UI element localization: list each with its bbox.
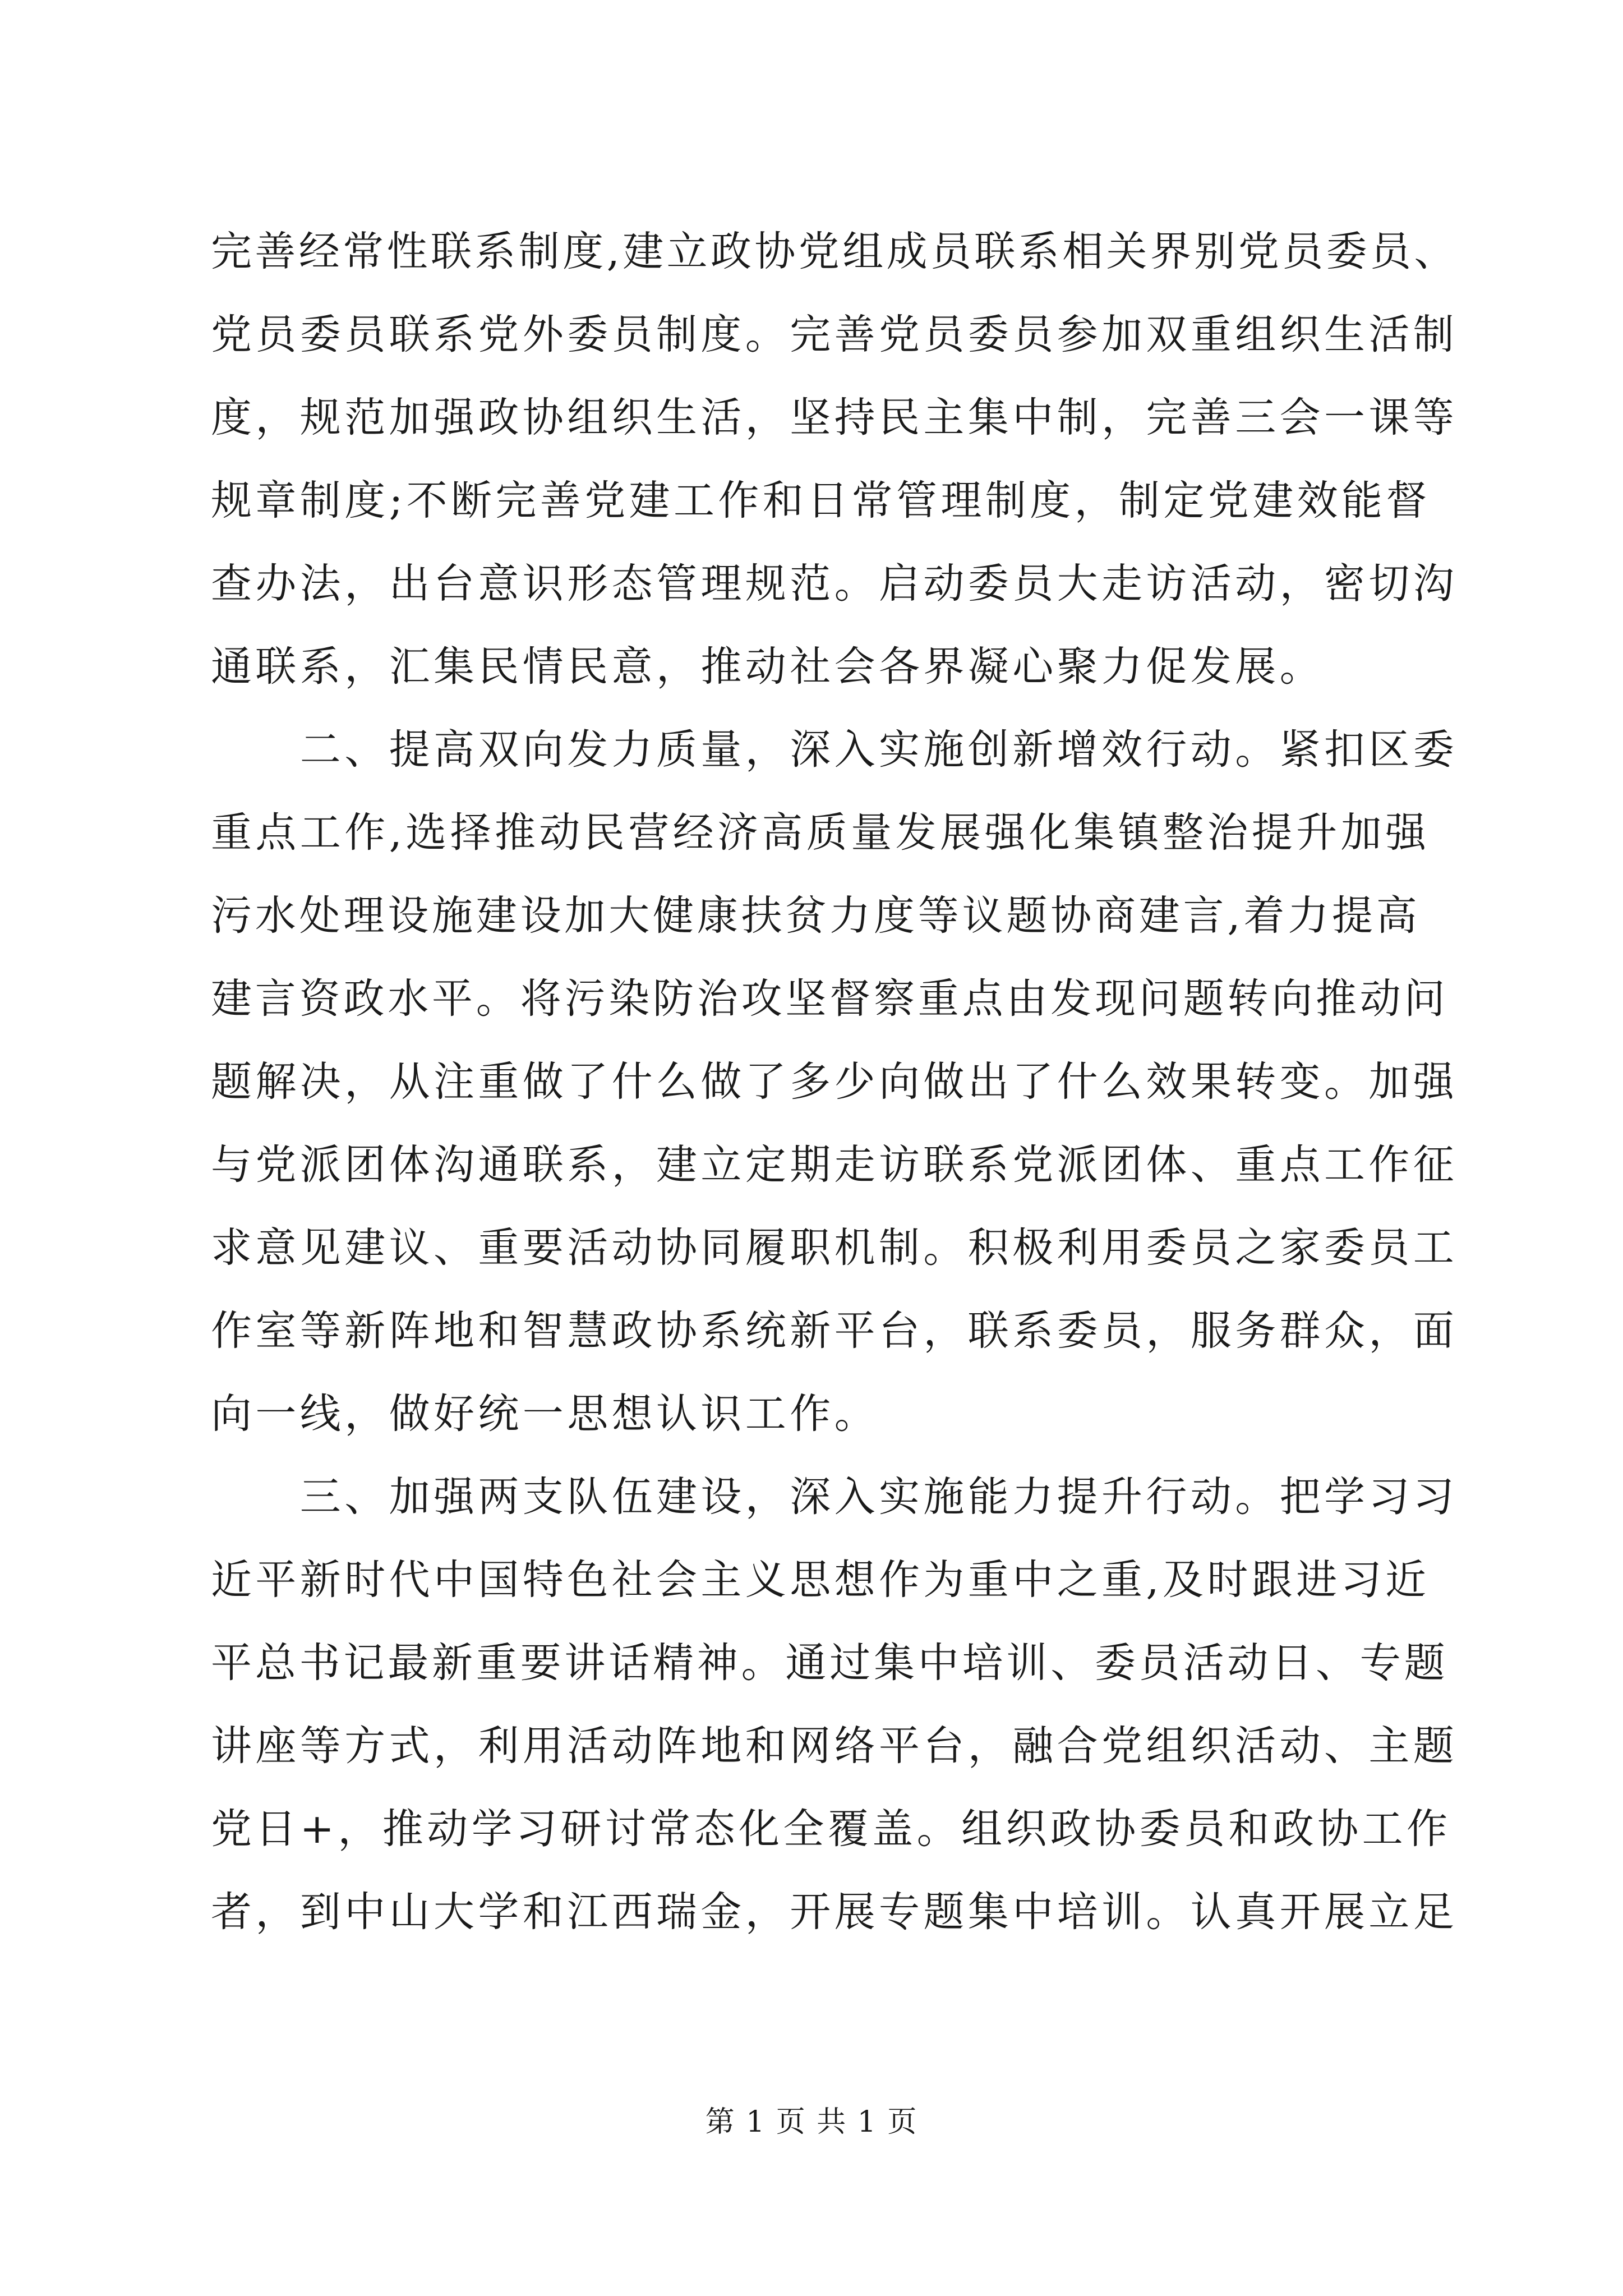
body-line-11: 题解决，从注重做了什么做了多少向做出了什么效果转变。加强	[211, 1058, 1458, 1106]
body-line-2: 党员委员联系党外委员制度。完善党员委员参加双重组织生活制	[211, 311, 1458, 358]
body-line-9: 污水处理设施建设加大健康扶贫力度等议题协商建言,着力提高	[211, 892, 1421, 940]
page-footer: 第 1 页 共 1 页	[705, 2105, 918, 2139]
document-body	[211, 210, 1473, 1954]
body-line-14: 作室等新阵地和智慧政协系统新平台，联系委员，服务群众，面	[211, 1307, 1458, 1355]
body-line-6: 通联系，汇集民情民意，推动社会各界凝心聚力促发展。	[211, 643, 1324, 691]
body-line-3: 度，规范加强政协组织生活，坚持民主集中制，完善三会一课等	[211, 394, 1458, 441]
body-line-18: 平总书记最新重要讲话精神。通过集中培训、委员活动日、专题	[211, 1639, 1449, 1687]
body-line-4: 规章制度;不断完善党建工作和日常管理制度，制定党建效能督	[211, 477, 1431, 524]
body-line-12: 与党派团体沟通联系，建立定期走访联系党派团体、重点工作征	[211, 1141, 1458, 1189]
body-line-17: 近平新时代中国特色社会主义思想作为重中之重,及时跟进习近	[211, 1556, 1430, 1604]
body-line-13: 求意见建议、重要活动协同履职机制。积极利用委员之家委员工	[211, 1224, 1458, 1272]
body-line-19: 讲座等方式，利用活动阵地和网络平台，融合党组织活动、主题	[211, 1722, 1458, 1770]
body-line-20: 党日+，推动学习研讨常态化全覆盖。组织政协委员和政协工作	[211, 1805, 1451, 1853]
body-line-1: 完善经常性联系制度,建立政协党组成员联系相关界别党员委员、	[211, 228, 1458, 275]
body-line-8: 重点工作,选择推动民营经济高质量发展强化集镇整治提升加强	[211, 809, 1430, 857]
body-line-21: 者，到中山大学和江西瑞金，开展专题集中培训。认真开展立足	[211, 1888, 1458, 1936]
body-line-10: 建言资政水平。将污染防治攻坚督察重点由发现问题转向推动问	[211, 975, 1449, 1023]
body-line-5: 查办法，出台意识形态管理规范。启动委员大走访活动，密切沟	[211, 560, 1458, 608]
body-line-16: 三、加强两支队伍建设，深入实施能力提升行动。把学习习	[211, 1473, 1458, 1521]
body-line-7: 二、提高双向发力质量，深入实施创新增效行动。紧扣区委	[211, 726, 1458, 774]
body-line-15: 向一线，做好统一思想认识工作。	[211, 1390, 879, 1438]
